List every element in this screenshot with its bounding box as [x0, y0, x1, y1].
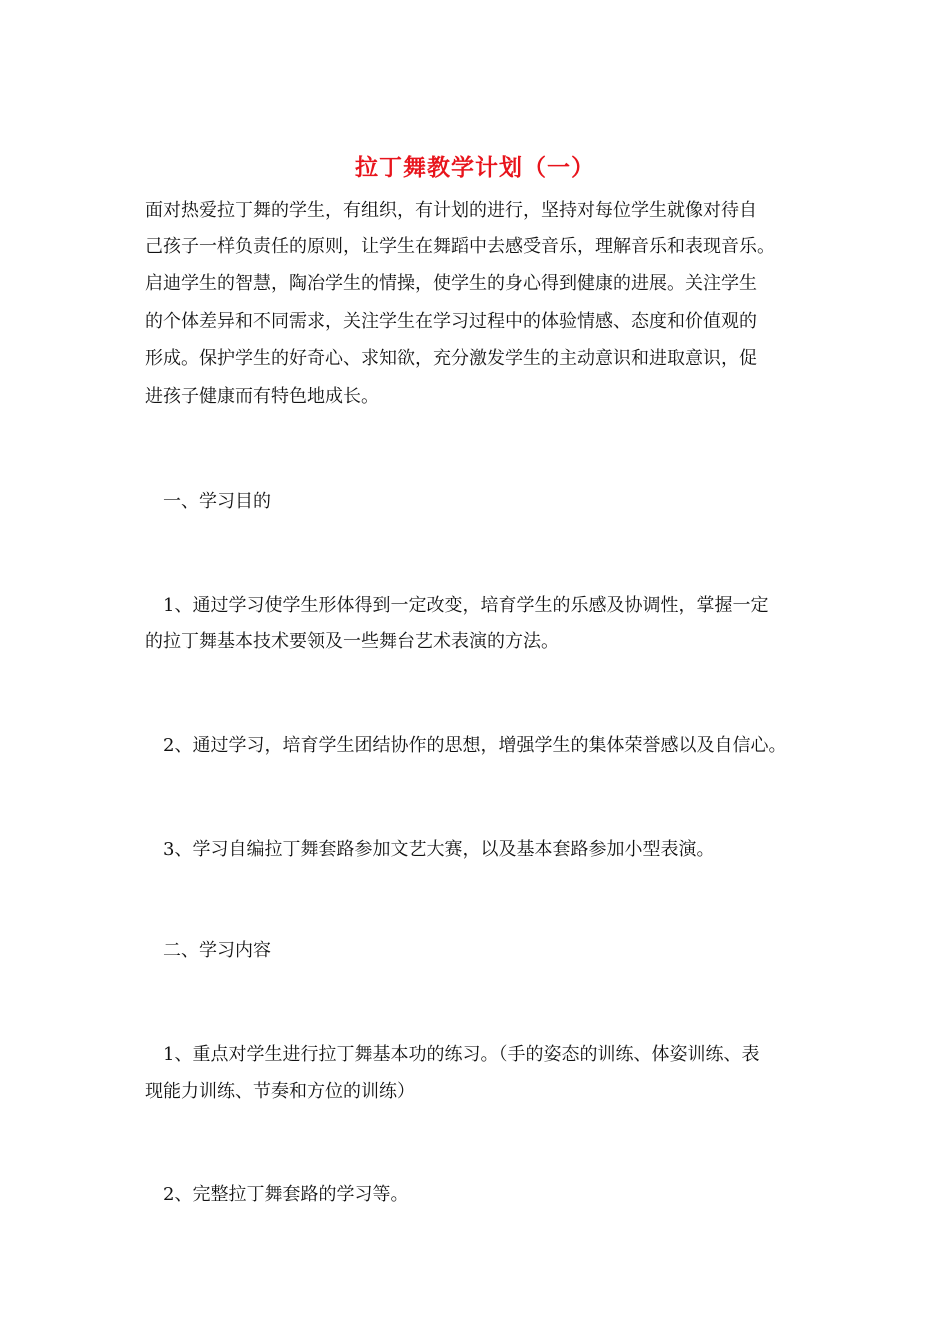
content-item-2: 2、完整拉丁舞套路的学习等。 [163, 1184, 409, 1205]
document-title: 拉丁舞教学计划（一） [355, 154, 595, 181]
intro-line: 面对热爱拉丁舞的学生，有组织，有计划的进行，坚持对每位学生就像对待自 [145, 200, 757, 221]
intro-line: 己孩子一样负责任的原则，让学生在舞蹈中去感受音乐，理解音乐和表现音乐。 [145, 236, 775, 257]
list-item-line: 现能力训练、节奏和方位的训练） [145, 1081, 415, 1102]
intro-line: 启迪学生的智慧，陶冶学生的情操，使学生的身心得到健康的进展。关注学生 [145, 273, 757, 294]
objective-item-3: 3、学习自编拉丁舞套路参加文艺大赛，以及基本套路参加小型表演。 [163, 839, 715, 860]
section-heading: 一、学习目的 [163, 491, 271, 512]
list-item-line: 的拉丁舞基本技术要领及一些舞台艺术表演的方法。 [145, 631, 559, 652]
intro-line: 的个体差异和不同需求，关注学生在学习过程中的体验情感、态度和价值观的 [145, 311, 757, 332]
intro-line: 进孩子健康而有特色地成长。 [145, 386, 379, 407]
list-item-line: 1、重点对学生进行拉丁舞基本功的练习。（手的姿态的训练、体姿训练、表 [163, 1044, 760, 1065]
objective-item-2: 2、通过学习，培育学生团结协作的思想，增强学生的集体荣誉感以及自信心。 [163, 735, 787, 756]
intro-line: 形成。保护学生的好奇心、求知欲，充分激发学生的主动意识和进取意识，促 [145, 348, 757, 369]
section-heading: 二、学习内容 [163, 940, 271, 961]
list-item-line: 1、通过学习使学生形体得到一定改变，培育学生的乐感及协调性，掌握一定 [163, 595, 769, 616]
